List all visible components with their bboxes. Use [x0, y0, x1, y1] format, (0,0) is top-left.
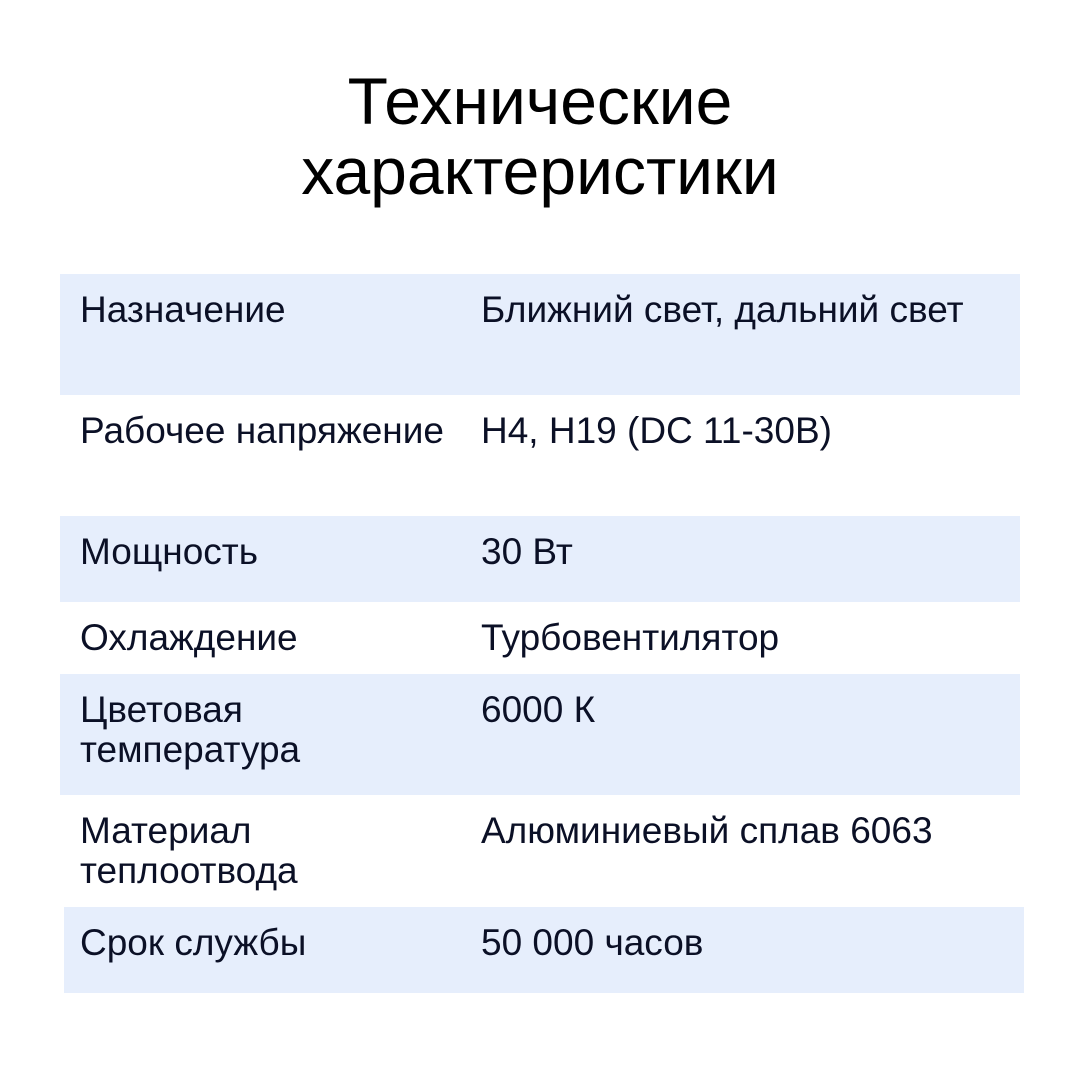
spec-value: Турбовентилятор	[481, 617, 780, 658]
spec-key: Цветовая температура	[80, 689, 301, 770]
spec-value: 50 000 часов	[481, 922, 704, 963]
spec-row-voltage	[60, 395, 1020, 516]
spec-key: Мощность	[80, 531, 258, 572]
page-title-line-2: характеристики	[301, 134, 779, 208]
spec-row-service-life	[64, 907, 1024, 993]
spec-key: Срок службы	[80, 922, 307, 963]
spec-key: Охлаждение	[80, 617, 298, 658]
spec-key: Рабочее напряжение	[80, 410, 444, 451]
spec-row-purpose	[60, 274, 1020, 395]
spec-value: 6000 К	[481, 689, 596, 730]
spec-value: 30 Вт	[481, 531, 573, 572]
spec-value: H4, H19 (DC 11-30В)	[481, 410, 832, 451]
spec-key: Назначение	[80, 289, 286, 330]
page-title-line-1: Технические	[347, 64, 733, 138]
spec-value: Ближний свет, дальний свет	[481, 289, 964, 330]
spec-row-cooling	[60, 602, 1020, 674]
spec-row-power	[60, 516, 1020, 602]
spec-row-heatsink-material	[60, 795, 1020, 907]
page-title	[0, 66, 1080, 206]
spec-row-color-temperature	[60, 674, 1020, 795]
spec-table	[60, 274, 1020, 993]
spec-key: Материал теплоотвода	[80, 810, 298, 891]
spec-value: Алюминиевый сплав 6063	[481, 810, 933, 851]
